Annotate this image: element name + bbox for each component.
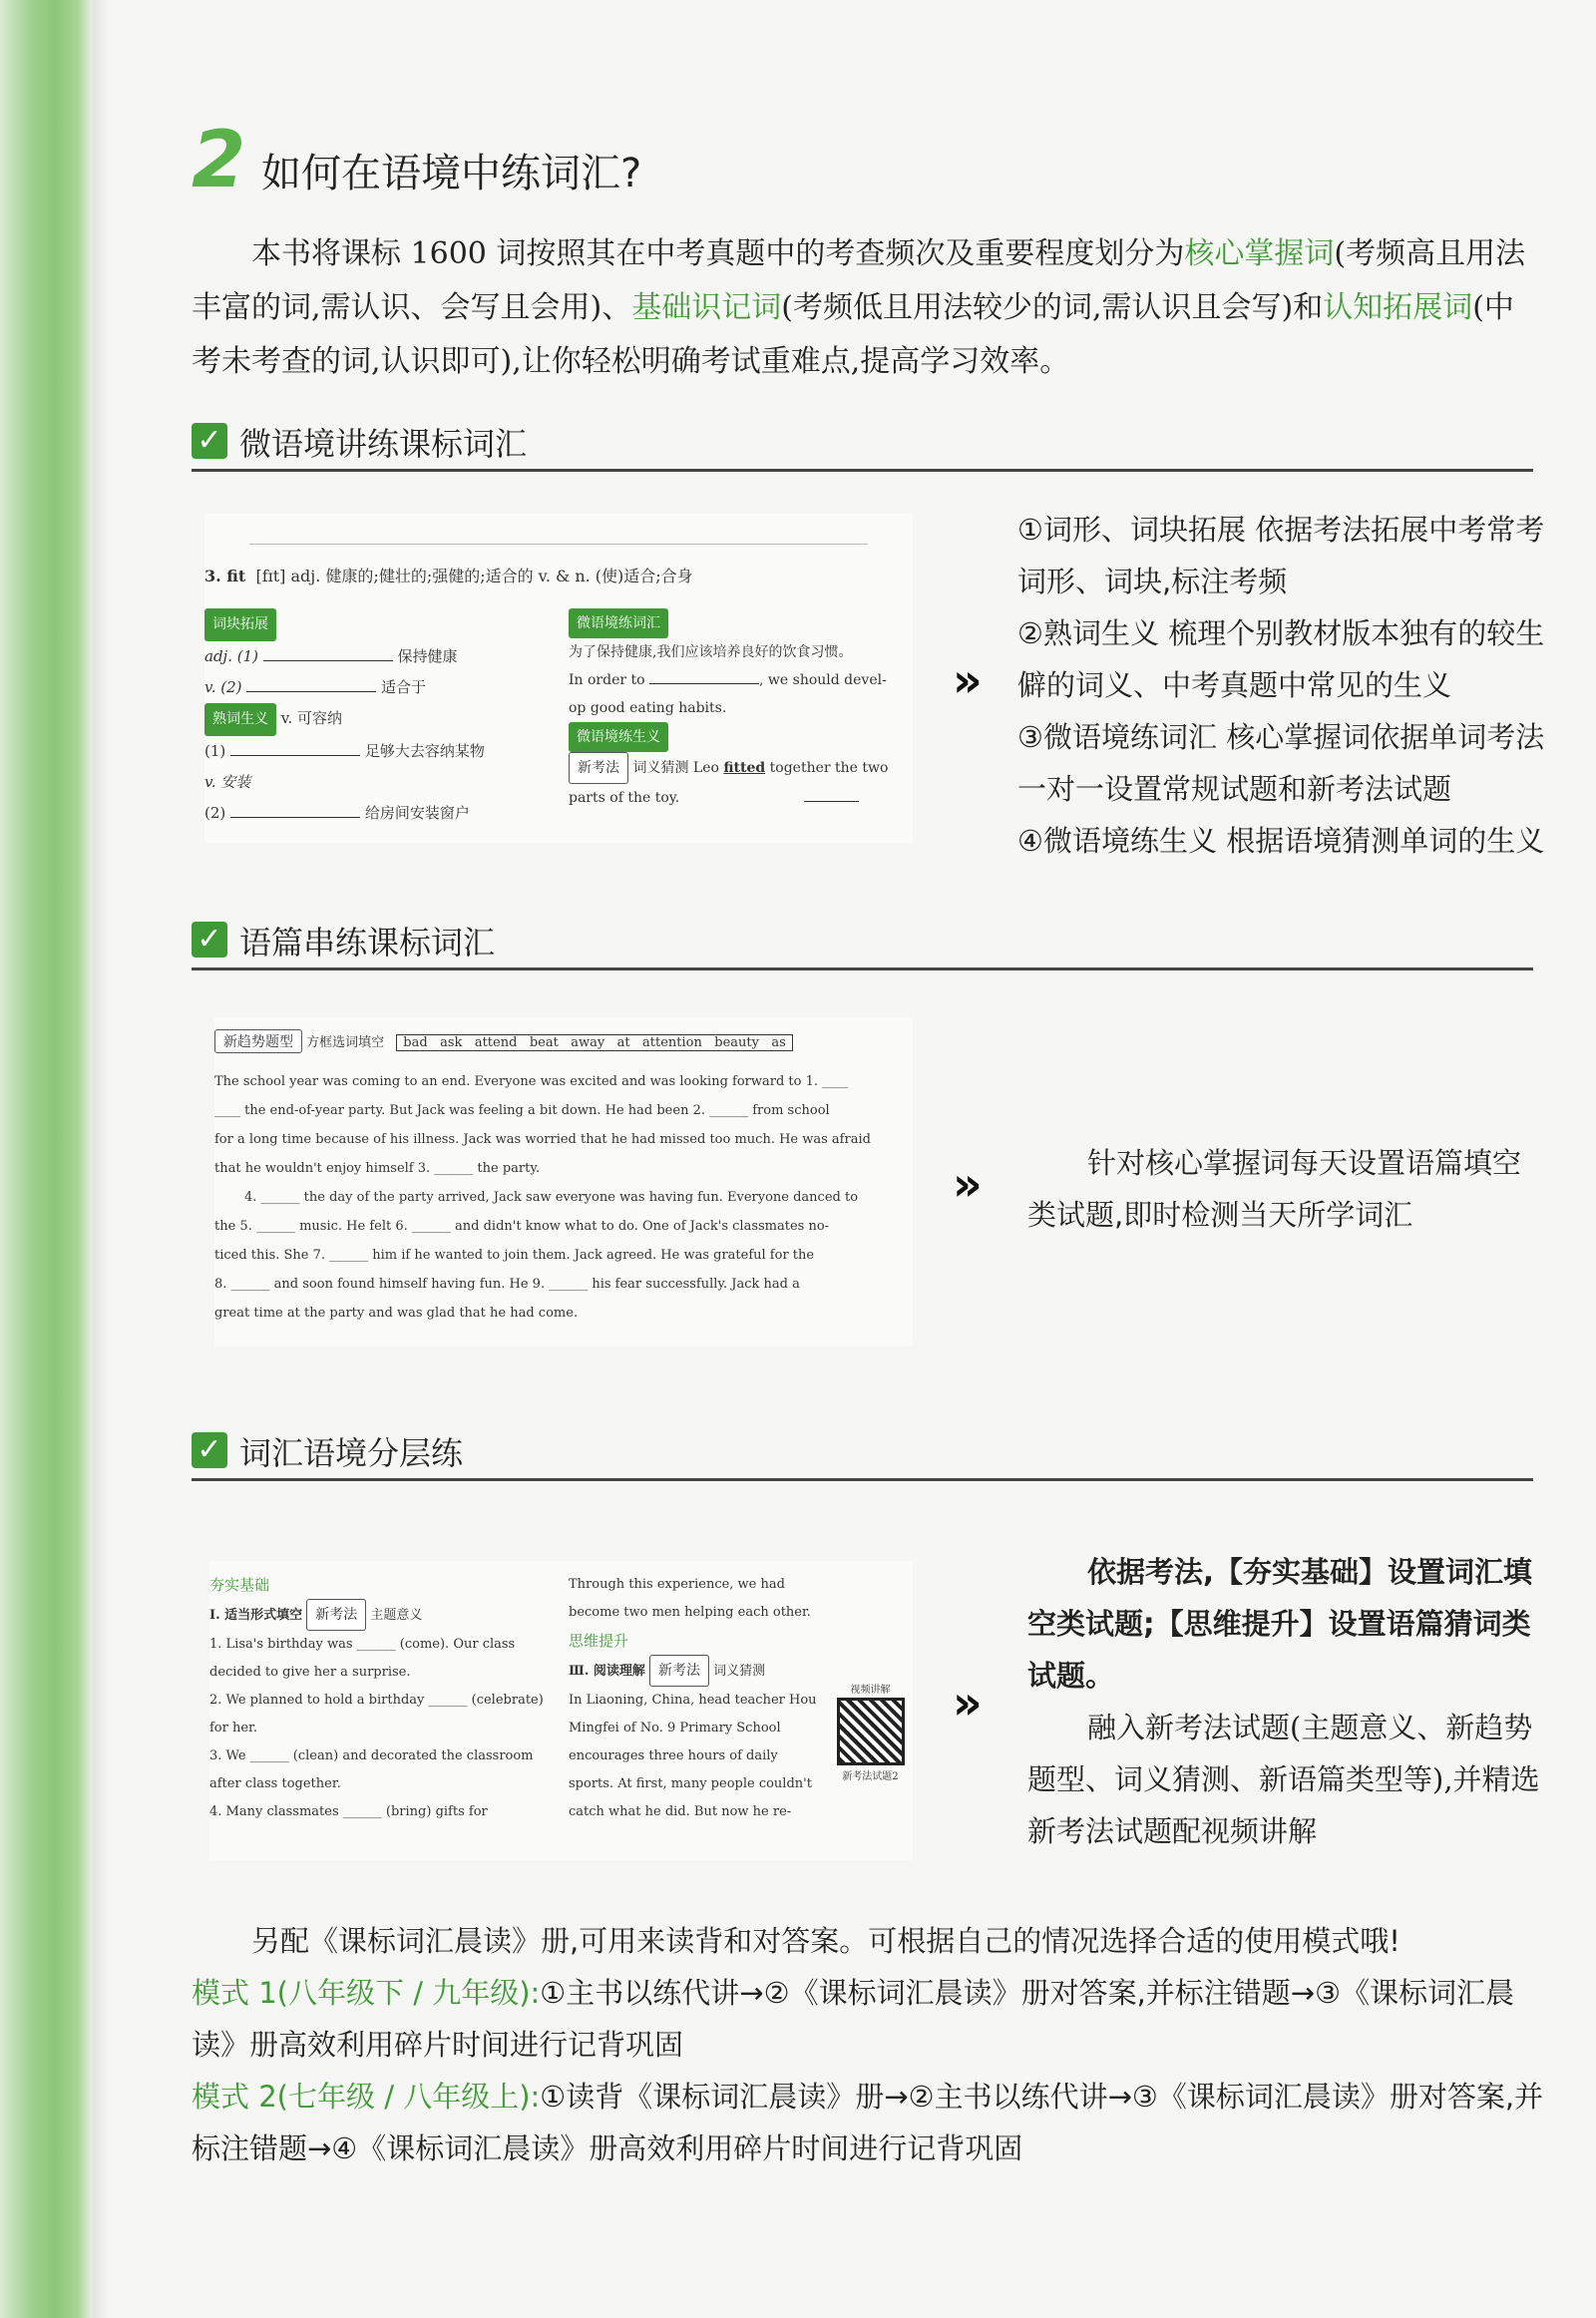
- guess-text-3: parts of the toy.: [569, 790, 680, 806]
- f1-num: (1): [204, 742, 226, 760]
- micro-column: [569, 608, 913, 812]
- right-top-text: Through this experience, we had become two men helping each other.: [569, 1577, 811, 1620]
- f2-meaning: 给房间安装窗户: [364, 804, 470, 822]
- tag-chunk: 词块拓展: [204, 608, 276, 641]
- box-word: bad: [403, 1035, 428, 1050]
- blank: [804, 787, 859, 802]
- arrow-icon: »: [953, 1676, 975, 1730]
- theme-label: 主题意义: [370, 1608, 423, 1623]
- passage-line: great time at the party and was glad that he had come.: [214, 1306, 579, 1321]
- entry-word: 3. fit: [204, 567, 246, 585]
- adj-line: adj. (1): [204, 647, 258, 665]
- f2-pos: v. 安装: [204, 773, 251, 791]
- exercise-item: 1. Lisa's birthday was ______ (come). Our class decided to give her a surprise.: [209, 1637, 516, 1680]
- intro-text-3: (考频低且用法较少的词,需认识且会写)和: [781, 290, 1324, 325]
- improve-column: [569, 1571, 818, 1826]
- micro-en-3: op good eating habits.: [569, 700, 727, 716]
- box-word: attention: [642, 1035, 702, 1050]
- basic-words-label: 基础识记词: [631, 290, 782, 325]
- cloze-header: [214, 1029, 793, 1053]
- header-label: 语篇串练课标词汇: [239, 924, 496, 962]
- note-label: ①词形、词块拓展: [1017, 513, 1246, 547]
- book-spine: [0, 0, 92, 2318]
- right-notes-3: [1027, 1546, 1541, 1857]
- footer-intro: 另配《课标词汇晨读》册,可用来读背和对答案。可根据自己的情况选择合适的使用模式哦!: [251, 1924, 1400, 1958]
- blank: [649, 669, 759, 684]
- exercise-item: 4. Many classmates ______ (bring) gifts for: [209, 1804, 488, 1819]
- header-layered: [192, 1428, 1533, 1481]
- v-line: v. (2): [204, 678, 242, 696]
- note-desc: 梳理个别教材版本独有的较生僻的词义、中考真题中常见的生义: [1017, 616, 1545, 702]
- core-words-label: 核心掌握词: [1184, 236, 1335, 271]
- check-icon: ✓: [192, 922, 227, 958]
- exercise-item: 2. We planned to hold a birthday ______ (celebrate) for her.: [209, 1693, 544, 1736]
- arrow-icon: »: [953, 1157, 975, 1211]
- section-number: 2: [192, 116, 246, 205]
- new-tag: 新考法: [306, 1599, 366, 1631]
- familiar-pos: v. 可容纳: [280, 709, 343, 727]
- mode2-text: ①读背《课标词汇晨读》册→②主书以练代讲→③《课标词汇晨读》册对答案,并标注错题→④《课标词汇晨读》册高效利用碎片时间进行记背巩固: [192, 2080, 1544, 2165]
- sample-panel-1: [204, 514, 913, 843]
- mode1-label: 模式 1(八年级下 / 九年级):: [192, 1976, 541, 2010]
- intro-text-4: (中考未考查的词,认识即可),让你轻松明确考试重难点,提高学习效率。: [192, 290, 1514, 379]
- arrow-icon: »: [953, 653, 975, 707]
- box-word: beauty: [714, 1035, 759, 1050]
- micro-en-1: In order to: [569, 672, 645, 688]
- tag-micro: 微语境练词汇: [569, 608, 668, 638]
- note-desc: 根据语境猜测单词的生义: [1226, 824, 1545, 858]
- mode2-label: 模式 2(七年级 / 八年级上):: [192, 2080, 541, 2114]
- box-word: as: [771, 1035, 786, 1050]
- basic-column: [209, 1571, 549, 1826]
- word-box: [396, 1034, 793, 1051]
- guess-label: 词义猜测: [632, 760, 689, 776]
- tag-guess: 微语境练生义: [569, 722, 668, 752]
- new-tag: 新考法: [569, 752, 628, 784]
- trend-tag: 新趋势题型: [214, 1029, 302, 1053]
- box-word: ask: [440, 1035, 463, 1050]
- guess-label: 词义猜测: [713, 1664, 766, 1679]
- blank: [230, 803, 360, 818]
- guess-word: fitted: [723, 760, 766, 776]
- exercise-item: 3. We ______ (clean) and decorated the classroom after class together.: [209, 1748, 534, 1791]
- qr-bottom-label: 新考法试题2: [842, 1771, 899, 1782]
- micro-cn: 为了保持健康,我们应该培养良好的饮食习惯。: [569, 644, 853, 660]
- passage-line: for a long time because of his illness. Jack was worried that he had missed too much. He was afraid: [214, 1132, 871, 1147]
- box-word: at: [616, 1035, 630, 1050]
- mode1-text: ①主书以练代讲→②《课标词汇晨读》册对答案,并标注错题→③《课标词汇晨读》册高效利用碎片时间进行记背巩固: [192, 1976, 1515, 2062]
- header-label: 词汇语境分层练: [239, 1434, 464, 1472]
- intro-text-2: (考频高且用法丰富的词,需认识、会写且会用)、: [192, 236, 1526, 325]
- section-title: 如何在语境中练词汇?: [261, 151, 642, 196]
- blank: [263, 646, 393, 661]
- passage-line: the 5. ______ music. He felt 6. ______ and didn't know what to do. One of Jack's classmates no-: [214, 1219, 830, 1234]
- f1-meaning: 足够大去容纳某物: [364, 742, 485, 760]
- v-meaning: 适合于: [381, 678, 427, 696]
- entry-definition: [fɪt] adj. 健康的;健壮的;强健的;适合的 v. & n. (使)适合;合身: [255, 567, 693, 585]
- blank: [246, 677, 376, 692]
- right-notes-2: 针对核心掌握词每天设置语篇填空类试题,即时检测当天所学词汇: [1027, 1146, 1522, 1232]
- check-icon: ✓: [192, 1432, 227, 1468]
- qr-code-icon[interactable]: [837, 1698, 905, 1765]
- aware-words-label: 认知拓展词: [1323, 290, 1473, 325]
- chunk-column: [204, 608, 544, 829]
- header-passage: [192, 918, 1533, 970]
- note-label: ②熟词生义: [1017, 616, 1159, 650]
- header-micro-context: [192, 419, 1533, 472]
- right-notes-3-p2: 融入新考法试题(主题意义、新趋势题型、词义猜测、新语篇类型等),并精选新考法试题配视频讲解: [1027, 1711, 1540, 1848]
- adj-meaning: 保持健康: [397, 647, 458, 665]
- box-word: attend: [474, 1035, 518, 1050]
- box-word: beat: [529, 1035, 559, 1050]
- passage-line: The school year was coming to an end. Everyone was excited and was looking forward to 1. ____: [214, 1074, 849, 1089]
- usage-modes: [192, 1915, 1548, 2174]
- part3-label: Ⅲ. 阅读理解: [569, 1664, 645, 1679]
- new-tag: 新考法: [649, 1655, 709, 1687]
- part1-label: Ⅰ. 适当形式填空: [209, 1608, 303, 1623]
- panel-divider: [249, 544, 868, 545]
- micro-en-2: , we should devel-: [759, 672, 887, 688]
- blank: [230, 741, 360, 756]
- passage-line: ____ the end-of-year party. But Jack was feeling a bit down. He had been 2. ______ from school: [214, 1103, 830, 1118]
- passage-line: that he wouldn't enjoy himself 3. ______ the party.: [214, 1161, 541, 1176]
- right-notes-1: [1017, 504, 1546, 867]
- box-word: away: [571, 1035, 605, 1050]
- right-notes-3-p1: 依据考法,【夯实基础】设置词汇填空类试题;【思维提升】设置语篇猜词类试题。: [1027, 1555, 1533, 1693]
- intro-text-1: 本书将课标 1600 词按照其在中考真题中的考查频次及重要程度划分为: [251, 236, 1185, 271]
- tag-familiar: 熟词生义: [204, 703, 276, 736]
- entry-line: [204, 564, 693, 586]
- qr-top-label: 视频讲解: [850, 1685, 891, 1696]
- sample-panel-2: [214, 1017, 913, 1347]
- reading-text: In Liaoning, China, head teacher Hou Mingfei of No. 9 Primary School encourages three hours of daily sports. At first, many people couldn't catch what he did. But now he re-: [569, 1693, 817, 1819]
- spine-shadow: [92, 0, 110, 2318]
- f2-num: (2): [204, 804, 226, 822]
- intro-paragraph: [192, 227, 1538, 389]
- cloze-passage: [214, 1067, 913, 1328]
- sample-panel-3: [209, 1561, 913, 1860]
- passage-line: 4. ______ the day of the party arrived, Jack saw everyone was having fun. Everyone danced to: [244, 1190, 859, 1205]
- guess-text-1: Leo: [692, 760, 719, 776]
- note-label: ④微语境练生义: [1017, 824, 1217, 858]
- cloze-type: 方框选词填空: [306, 1035, 385, 1050]
- note-desc: 核心掌握词依据单词考法一对一设置常规试题和新考法试题: [1017, 720, 1545, 806]
- improve-title: 思维提升: [569, 1632, 629, 1650]
- passage-line: 8. ______ and soon found himself having fun. He 9. ______ his fear successfully. Jack had a: [214, 1277, 800, 1292]
- check-icon: ✓: [192, 423, 227, 459]
- guess-text-2: together the two: [769, 760, 889, 776]
- note-desc: 依据考法拓展中考常考词形、词块,标注考频: [1017, 513, 1545, 598]
- basic-title: 夯实基础: [209, 1576, 270, 1594]
- note-label: ③微语境练词汇: [1017, 720, 1217, 754]
- passage-line: ticed this. She 7. ______ him if he wanted to join them. Jack agreed. He was grateful for the: [214, 1248, 815, 1263]
- header-label: 微语境讲练课标词汇: [239, 425, 528, 463]
- qr-block: [833, 1681, 908, 1782]
